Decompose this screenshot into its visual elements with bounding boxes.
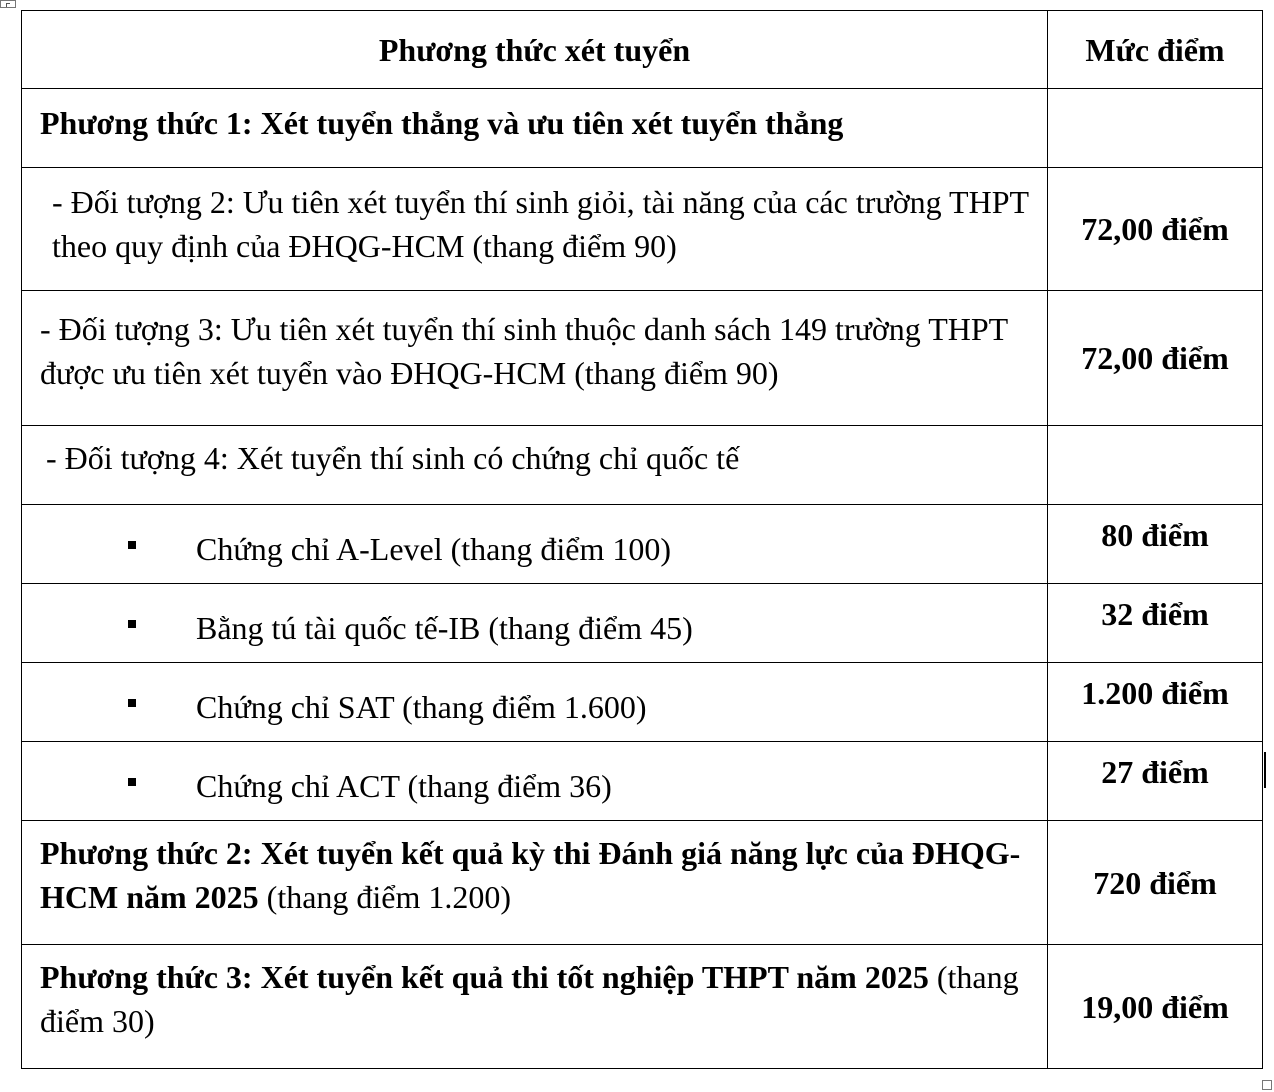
target-3-score: 72,00 điểm xyxy=(1048,291,1263,426)
target-2-text: - Đối tượng 2: Ưu tiên xét tuyển thí sinh giỏi, tài năng của các trường THPT theo quy định của ĐHQG-HCM (thang điểm 90) xyxy=(22,168,1048,291)
cert-a-level-score: 80 điểm xyxy=(1048,505,1263,584)
table-row xyxy=(22,821,1263,945)
table-row xyxy=(22,426,1263,505)
table-move-handle[interactable] xyxy=(0,0,16,8)
list-item xyxy=(22,663,1263,742)
list-item xyxy=(22,505,1263,584)
table-row xyxy=(22,89,1263,168)
bullet-icon xyxy=(128,778,136,786)
cert-ib-score: 32 điểm xyxy=(1048,584,1263,663)
cert-ib-text: Bằng tú tài quốc tế-IB (thang điểm 45) xyxy=(196,610,693,646)
method-2-title: Phương thức 2: Xét tuyển kết quả kỳ thi Đánh giá năng lực của ĐHQG-HCM năm 2025 xyxy=(40,835,1021,915)
list-item xyxy=(22,584,1263,663)
cert-sat xyxy=(22,663,1048,742)
header-method: Phương thức xét tuyển xyxy=(22,11,1048,89)
cert-a-level-text: Chứng chỉ A-Level (thang điểm 100) xyxy=(196,531,672,567)
cert-sat-text: Chứng chỉ SAT (thang điểm 1.600) xyxy=(196,689,647,725)
method-3-title: Phương thức 3: Xét tuyển kết quả thi tốt nghiệp THPT năm 2025 xyxy=(40,959,929,995)
target-4-text: - Đối tượng 4: Xét tuyển thí sinh có chứng chỉ quốc tế xyxy=(22,426,1048,505)
target-2-score: 72,00 điểm xyxy=(1048,168,1263,291)
method-2-scale: (thang điểm 1.200) xyxy=(258,879,512,915)
bullet-icon xyxy=(128,620,136,628)
target-4-score xyxy=(1048,426,1263,505)
table-header-row xyxy=(22,11,1263,89)
method-3-scale: (thang điểm 30) xyxy=(40,959,1019,1039)
cert-ib xyxy=(22,584,1048,663)
list-item xyxy=(22,742,1263,821)
cert-sat-score: 1.200 điểm xyxy=(1048,663,1263,742)
text-cursor xyxy=(1264,752,1266,788)
cert-a-level xyxy=(22,505,1048,584)
header-score: Mức điểm xyxy=(1048,11,1263,89)
method-3-score: 19,00 điểm xyxy=(1048,945,1263,1069)
target-3-text: - Đối tượng 3: Ưu tiên xét tuyển thí sinh thuộc danh sách 149 trường THPT được ưu tiên xét tuyển vào ĐHQG-HCM (thang điểm 90) xyxy=(22,291,1048,426)
table-row xyxy=(22,168,1263,291)
cert-act-text: Chứng chỉ ACT (thang điểm 36) xyxy=(196,768,612,804)
method-1-score xyxy=(1048,89,1263,168)
method-2-text xyxy=(22,821,1048,945)
table-resize-handle[interactable] xyxy=(1262,1080,1272,1090)
cert-act-score: 27 điểm xyxy=(1048,742,1263,821)
method-3-text xyxy=(22,945,1048,1069)
method-1-title: Phương thức 1: Xét tuyển thẳng và ưu tiên xét tuyển thẳng xyxy=(22,89,1048,168)
admission-score-table xyxy=(21,10,1263,1069)
method-2-score: 720 điểm xyxy=(1048,821,1263,945)
table-row xyxy=(22,291,1263,426)
cert-act xyxy=(22,742,1048,821)
table-row xyxy=(22,945,1263,1069)
bullet-icon xyxy=(128,541,136,549)
bullet-icon xyxy=(128,699,136,707)
